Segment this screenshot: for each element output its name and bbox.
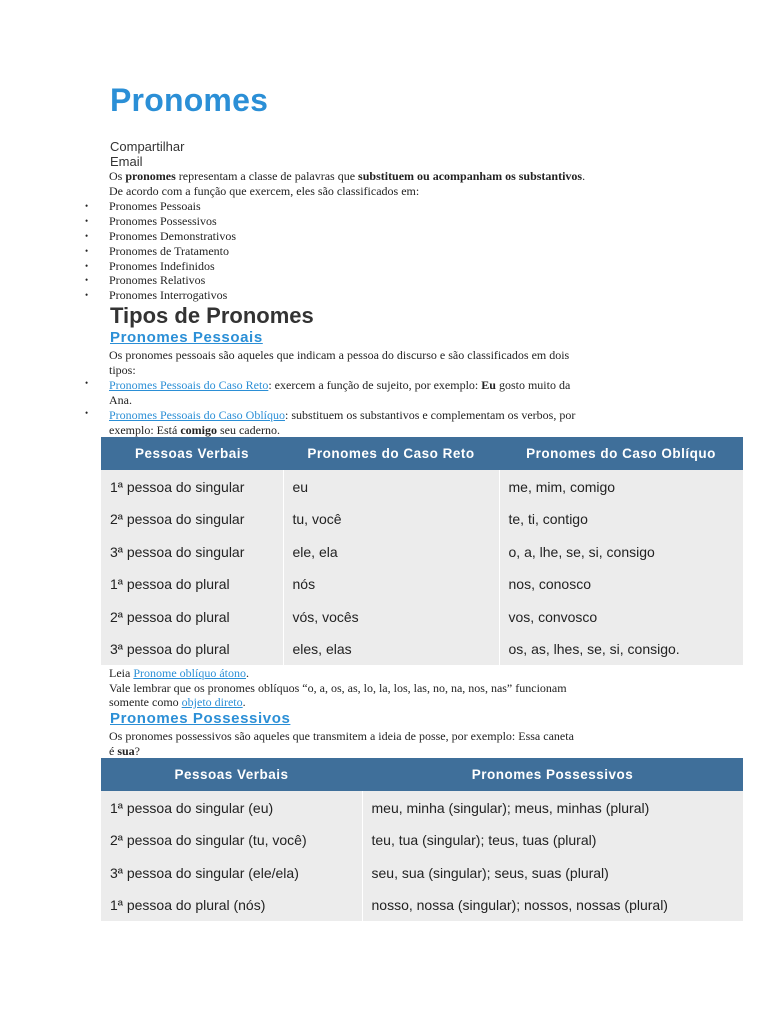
pessoais-item-obliquo: Pronomes Pessoais do Caso Oblíquo: substituem os substantivos e complementam os verbos, por exemplo: Está comigo seu caderno. — [109, 408, 576, 437]
pessoais-item-reto: Pronomes Pessoais do Caso Reto: exercem a função de sujeito, por exemplo: Eu gosto muito da Ana. — [109, 378, 571, 407]
column-header: Pronomes do Caso Oblíquo — [499, 437, 743, 470]
intro-classification: De acordo com a função que exercem, eles são classificados em: — [109, 183, 420, 198]
table-cell: 2ª pessoa do singular (tu, você) — [101, 824, 362, 856]
bullet-icon: • — [85, 378, 89, 388]
table-pronomes-possessivos — [101, 758, 743, 921]
table-header-row — [101, 437, 743, 470]
leia-note: Leia Pronome oblíquo átono. Vale lembrar que os pronomes oblíquos “o, a, os, as, lo, la, los, las, no, na, nos, nas” funcionam somente como objeto direto. — [109, 666, 567, 709]
bullet-icon: • — [85, 290, 89, 301]
table-header-row — [101, 758, 743, 791]
share-button[interactable]: Compartilhar — [110, 139, 185, 154]
table-cell: 1ª pessoa do singular — [101, 470, 283, 503]
bullet-icon: • — [85, 215, 89, 226]
table-row — [101, 824, 743, 856]
column-header: Pronomes do Caso Reto — [283, 437, 499, 470]
table-cell: 1ª pessoa do singular (eu) — [101, 791, 362, 824]
table-cell: vós, vocês — [283, 600, 499, 633]
table-cell: 1ª pessoa do plural — [101, 568, 283, 600]
table-cell: eu — [283, 470, 499, 503]
table-cell: teu, tua (singular); teus, tuas (plural) — [362, 824, 743, 856]
table-cell: vos, convosco — [499, 600, 743, 633]
table-row — [101, 856, 743, 889]
table-row — [101, 600, 743, 633]
email-button[interactable]: Email — [110, 154, 143, 169]
link-pronome-obliquo-atono[interactable]: Pronome oblíquo átono — [133, 666, 246, 680]
table-row — [101, 791, 743, 824]
column-header: Pronomes Possessivos — [362, 758, 743, 791]
document-page: Pronomes Compartilhar Email Os pronomes representam a classe de palavras que substituem ou acompanham os substantivos. De acordo com a função que exercem, eles são classificados em: • Pronomes Pessoais • Pronomes Possessivos • Pronomes Demonstrativos • Pronomes de Tratamento • Pronomes Indefinidos • Pronomes Relativos • Pronomes Interrogativos Tipos de Pronomes Pronomes Pessoais Os pronomes pessoais são aqueles que indicam a pessoa do discurso e são classificados em dois tipos: • Pronomes Pessoais do Caso Reto: exercem a função de sujeito, por exemplo: Eu gosto muito da Ana. • Pronomes Pessoais do Caso Oblíquo: substituem os substantivos e complementam os verbos, por exemplo: Está comigo seu caderno. Pessoas Verbais Pronomes do Caso Reto Pronomes do Caso Oblíquo 1ª pessoa do singular eu me, mim, comigo 2ª pessoa do singular tu, você te, ti, contigo 3ª pessoa do singular ele, ela o, a, lhe, se, si, consigo 1ª pessoa do plural nós nos, conosco 2ª pessoa do plural vós, vocês vos, convosco 3ª pessoa do plural eles, elas os, as, lhes, se, si, consigo. Leia Pronome oblíquo átono. Vale lembrar que os pronomes oblíquos “o, a, os, as, lo, la, los, las, no, na, nos, nas” funcionam somente como objeto direto. Pronomes Possessivos Os pronomes possessivos são aqueles que transmitem a ideia de posse, por exemplo: Essa caneta é sua? Pessoas Verbais Pronomes Possessivos 1ª pessoa do singular (eu) meu, minha (singular); meus, minhas (plural) 2ª pessoa do singular (tu, você) teu, tua (singular); teus, tuas (plural) 3ª pessoa do singular (ele/ela) seu, sua (singular); seus, suas (plural) 1ª pessoa do plural (nós) nosso, nossa (singular); nossos, nossas (plural) — [0, 0, 768, 1024]
table-row — [101, 633, 743, 665]
table-cell: o, a, lhe, se, si, consigo — [499, 535, 743, 568]
table-cell: nosso, nossa (singular); nossos, nossas (plural) — [362, 889, 743, 921]
intro-bold-pronomes: pronomes — [125, 169, 176, 183]
intro-paragraph: Os pronomes representam a classe de palavras que substituem ou acompanham os substantivos. De acordo com a função que exercem, eles são classificados em: — [109, 169, 586, 198]
link-objeto-direto[interactable]: objeto direto — [181, 695, 243, 709]
bullet-icon: • — [85, 408, 89, 418]
table-cell: nos, conosco — [499, 568, 743, 600]
possessivos-description: Os pronomes possessivos são aqueles que transmitem a ideia de posse, por exemplo: Essa caneta é sua? — [109, 729, 574, 758]
bullet-icon: • — [85, 201, 89, 211]
column-header: Pessoas Verbais — [101, 437, 283, 470]
bullet-icon: • — [85, 230, 89, 241]
table-row — [101, 470, 743, 503]
table-row — [101, 568, 743, 600]
bullet-icon: • — [85, 275, 89, 286]
table-cell: os, as, lhes, se, si, consigo. — [499, 633, 743, 665]
table-cell: nós — [283, 568, 499, 600]
page-title: Pronomes — [110, 82, 269, 118]
table-cell: me, mim, comigo — [499, 470, 743, 503]
intro-bold-definition: substituem ou acompanham os substantivos — [358, 169, 583, 183]
table-cell: seu, sua (singular); seus, suas (plural) — [362, 856, 743, 889]
link-caso-reto[interactable]: Pronomes Pessoais do Caso Reto — [109, 378, 269, 392]
bullet-icon: • — [85, 260, 89, 271]
table-cell: meu, minha (singular); meus, minhas (plural) — [362, 791, 743, 824]
table-cell: 3ª pessoa do singular (ele/ela) — [101, 856, 362, 889]
table-row — [101, 889, 743, 921]
table-cell: te, ti, contigo — [499, 503, 743, 535]
table-cell: 3ª pessoa do plural — [101, 633, 283, 665]
pessoais-description: Os pronomes pessoais são aqueles que indicam a pessoa do discurso e são classificados em dois tipos: — [109, 348, 570, 377]
table-cell: eles, elas — [283, 633, 499, 665]
table-row — [101, 503, 743, 535]
table-row — [101, 535, 743, 568]
heading-pronomes-pessoais[interactable]: Pronomes Pessoais — [110, 329, 263, 346]
link-caso-obliquo[interactable]: Pronomes Pessoais do Caso Oblíquo — [109, 408, 286, 422]
section-title: Tipos de Pronomes — [110, 303, 314, 328]
bullet-icon: • — [85, 245, 89, 256]
table-cell: 2ª pessoa do plural — [101, 600, 283, 633]
column-header: Pessoas Verbais — [101, 758, 362, 791]
heading-pronomes-possessivos[interactable]: Pronomes Possessivos — [110, 710, 291, 727]
table-cell: 1ª pessoa do plural (nós) — [101, 889, 362, 921]
table-cell: 3ª pessoa do singular — [101, 535, 283, 568]
share-links — [110, 139, 184, 169]
table-pronomes-pessoais — [101, 437, 743, 665]
table-cell: ele, ela — [283, 535, 499, 568]
table-cell: 2ª pessoa do singular — [101, 503, 283, 535]
table-cell: tu, você — [283, 503, 499, 535]
